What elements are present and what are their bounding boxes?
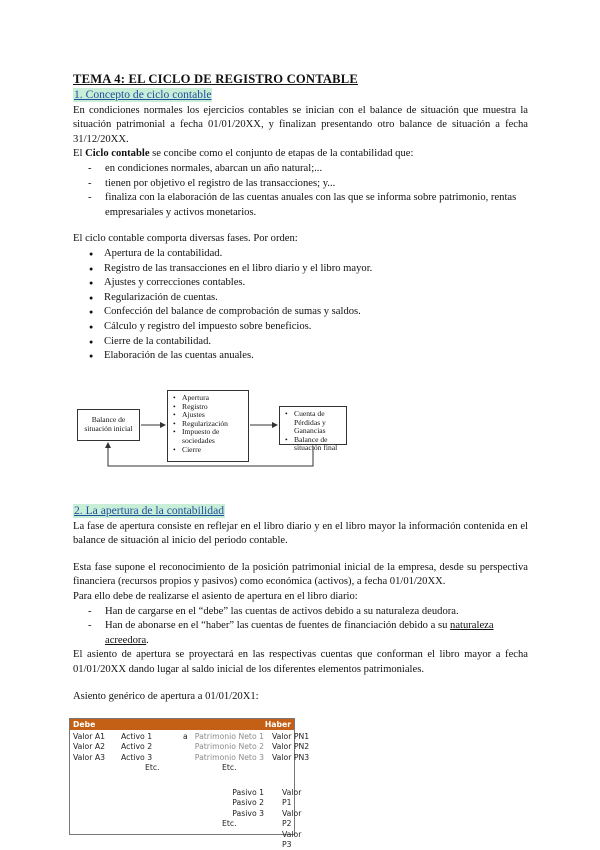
section-1-intro: En condiciones normales los ejercicios contables se inician con el balance de situación que muestra la situación patrimonial a fecha 01/01/20XX, y finalizan presentando otro balance de situación a fecha 31/12/20XX.	[73, 104, 528, 145]
dash-item: - tienen por objetivo el registro de las transacciones; y...	[73, 177, 520, 192]
etc-3: Etc.	[222, 819, 237, 828]
dash2-end: .	[146, 634, 149, 646]
section-2-p3: Para ello debe de realizarse el asiento de apertura en el libro diario:	[73, 590, 358, 602]
phase-item: ● Cálculo y registro del impuesto sobre beneficios.	[73, 320, 528, 335]
dash-item: - en condiciones normales, abarcan un año natural;...	[73, 162, 520, 177]
activo: Activo 3	[121, 752, 153, 762]
patrimonio-neto: Patrimonio Neto 2	[194, 742, 264, 752]
def-bold-term: Ciclo contable	[85, 148, 150, 160]
def-suffix: se concibe como el conjunto de etapas de la contabilidad que:	[149, 148, 414, 160]
section-1-heading: 1. Concepto de ciclo contable	[74, 88, 212, 101]
section-2	[73, 503, 528, 704]
phase-box-item: • Regularización	[172, 420, 244, 429]
section-2-p2: Esta fase supone el reconocimiento de la posición patrimonial inicial de la empresa, desde su perspectiva financiera (recursos propios y pasivos) como económica (activos), a fecha 01/01/20XX.	[73, 561, 528, 588]
pasivo: Pasivo 2	[232, 798, 264, 808]
asiento-label: Asiento genérico de apertura a 01/01/20X1:	[73, 690, 259, 702]
def-prefix: El	[73, 148, 86, 160]
valor-p: Valor P3	[282, 829, 302, 850]
phase-item: ● Confección del balance de comprobación de sumas y saldos.	[73, 305, 528, 320]
cycle-dash-list	[73, 162, 528, 220]
dash-item: - finaliza con la elaboración de las cuentas anuales con las que se informa sobre patrimonio, rentas empresariales y activos monetarios.	[73, 191, 520, 220]
valor-a: Valor A3	[73, 752, 105, 762]
phase-item: ● Ajustes y correcciones contables.	[73, 276, 528, 291]
etc-1: Etc.	[145, 763, 160, 773]
phase-box-item: • Ajustes	[172, 411, 244, 420]
section-2-heading: 2. La apertura de la contabilidad	[74, 504, 225, 517]
final-box-item: • Cuenta de Pérdidas y Ganancias	[284, 410, 342, 436]
asiento-table	[69, 718, 310, 850]
valor-p: Valor P1	[282, 788, 302, 808]
patrimonio-neto: Patrimonio Neto 3	[194, 752, 264, 762]
apertura-dash-list	[73, 605, 528, 649]
haber-label: Haber	[264, 720, 291, 729]
final-statements-box	[279, 406, 347, 453]
final-box-item: • Balance de situación final	[284, 436, 342, 453]
activo: Activo 2	[121, 742, 153, 752]
phase-item: ● Regularización de cuentas.	[73, 291, 528, 306]
valor-pn: Valor PN3	[272, 752, 310, 762]
phase-item: ● Cierre de la contabilidad.	[73, 335, 528, 350]
asiento-header	[70, 719, 294, 730]
document-page	[73, 72, 528, 364]
activo: Activo 1	[121, 732, 153, 741]
pasivo: Pasivo 3	[232, 808, 264, 818]
patrimonio-neto: Patrimonio Neto 1	[194, 732, 264, 741]
phases-box	[167, 390, 249, 462]
phase-item: ● Apertura de la contabilidad.	[73, 247, 528, 262]
page-title: TEMA 4: EL CICLO DE REGISTRO CONTABLE	[73, 72, 358, 86]
valor-a: Valor A1	[73, 732, 105, 741]
phase-box-item: • Impuesto de sociedades	[172, 428, 244, 445]
valor-pn: Valor PN1	[272, 732, 310, 741]
phase-box-item: • Apertura	[172, 394, 244, 403]
dash-item	[73, 619, 520, 648]
pn-col	[194, 732, 264, 763]
a-connector: a	[183, 732, 188, 741]
pasivos-col	[194, 788, 264, 819]
etc-2: Etc.	[222, 763, 237, 772]
cycle-diagram	[69, 390, 352, 472]
dash-item: - Han de cargarse en el “debe” las cuentas de activos debido a su naturaleza deudora.	[73, 605, 520, 620]
valor-p: Valor P2	[282, 808, 302, 829]
pasivo: Pasivo 1	[232, 788, 264, 797]
p-values	[282, 788, 301, 850]
section-2-p4: El asiento de apertura se proyectará en las respectivas cuentas que conforman el libro mayor a fecha 01/01/20XX dando lugar al saldo inicial de los diferentes elementos patrimoniales.	[73, 649, 528, 675]
phase-box-item: • Registro	[172, 403, 244, 412]
phase-box-item: • Cierre	[172, 446, 244, 455]
phase-item: ● Registro de las transacciones en el libro diario y el libro mayor.	[73, 262, 528, 277]
dash2-underlined: naturaleza acreedora	[105, 620, 494, 646]
initial-balance-box: Balance de situación inicial	[77, 409, 140, 441]
valor-a: Valor A2	[73, 742, 105, 752]
valor-pn: Valor PN2	[272, 742, 310, 752]
activos-col	[121, 732, 160, 774]
phases-list	[73, 247, 528, 364]
section-2-p1: La fase de apertura consiste en reflejar en el libro diario y en el libro mayor la información contenida en el balance de situación al inicio del periodo contable.	[73, 520, 528, 547]
dash2-text: Han de abonarse en el “haber” las cuentas de fuentes de financiación debido a su	[105, 620, 451, 632]
cycle-definition	[73, 147, 528, 162]
debe-label: Debe	[73, 720, 96, 729]
pn-values	[272, 732, 316, 763]
debe-values	[73, 732, 105, 763]
phases-intro: El ciclo contable comporta diversas fases. Por orden:	[73, 233, 298, 245]
phase-item: ● Elaboración de las cuentas anuales.	[73, 349, 528, 364]
